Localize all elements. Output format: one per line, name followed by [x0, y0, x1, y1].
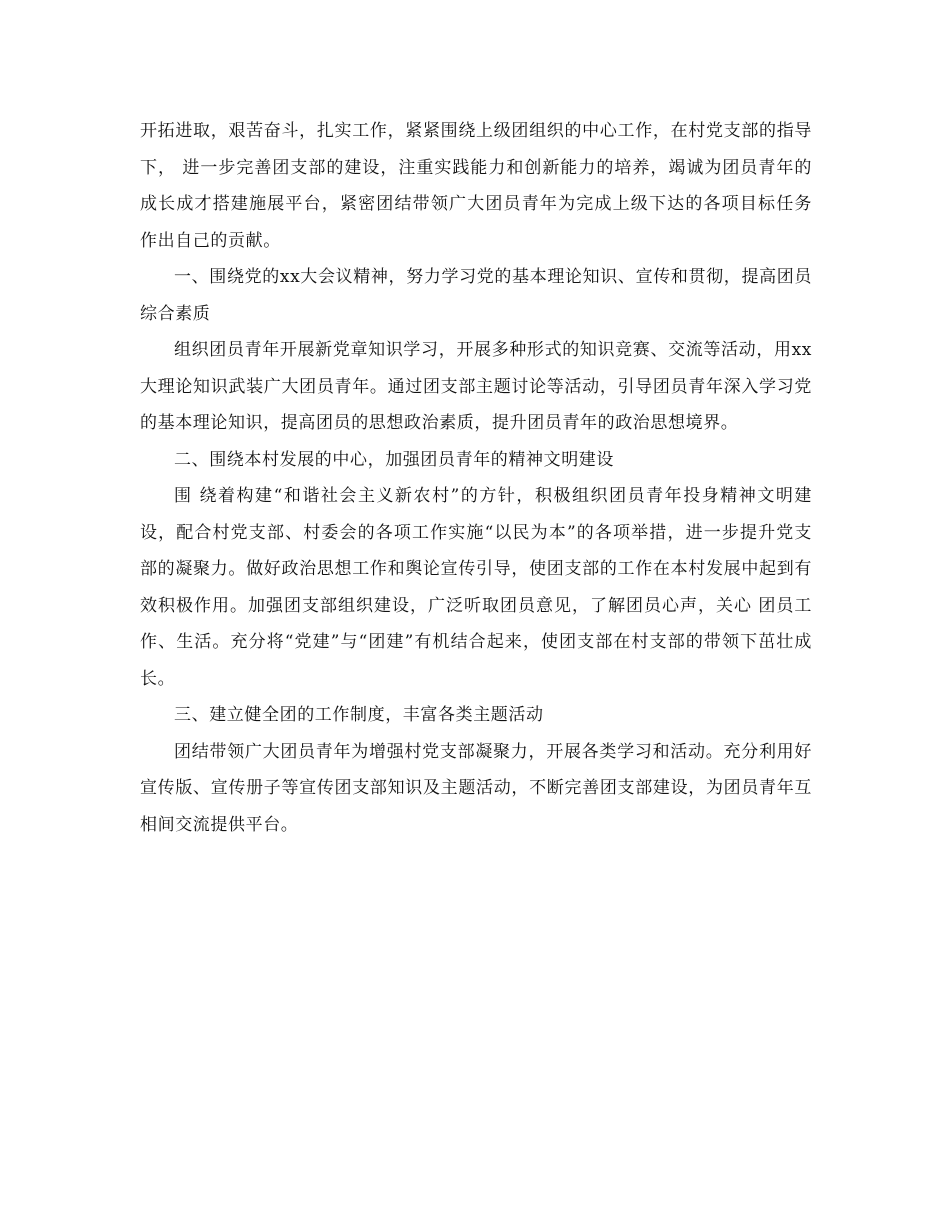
- body-paragraph: 组织团员青年开展新党章知识学习，开展多种形式的知识竞赛、交流等活动，用xx大理论知识武装广大团员青年。通过团支部主题讨论等活动，引导团员青年深入学习党的基本理论知识，提高团员的思想政治素质，提升团员青年的政治思想境界。: [140, 340, 812, 433]
- section-heading-3: 三、建立健全团的工作制度，丰富各类主题活动: [174, 705, 544, 725]
- body-paragraph: 围 绕着构建“和谐社会主义新农村”的方针，积极组织团员青年投身精神文明建设，配合村党支部、村委会的各项工作实施“以民为本”的各项举措，进一步提升党支 部的凝聚力。做好政治思想工作和舆论宣传引导，使团支部的工作在本村发展中起到有效积极作用。加强团支部组织建设，广泛听取团员意见，了解团员心声，关心 团员工作、生活。充分将“党建”与“团建”有机结合起来，使团支部在村支部的带领下茁壮成长。: [140, 486, 812, 689]
- section-heading-2: 二、围绕本村发展的中心，加强团员青年的精神文明建设: [174, 449, 614, 470]
- body-paragraph: 开拓进取，艰苦奋斗，扎实工作，紧紧围绕上级团组织的中心工作，在村党支部的指导下， 进一步完善团支部的建设，注重实践能力和创新能力的培养，竭诚为团员青年的成长成才搭建施展平台，紧密团结带领广大团员青年为完成上级下达的各项目标任务 作出自己的贡献。: [140, 121, 812, 251]
- document-body: [140, 113, 812, 843]
- section-heading-1: 一、围绕党的xx大会议精神，努力学习党的基本理论知识、宣传和贯彻，提高团员综合素质: [140, 267, 812, 324]
- body-paragraph: 团结带领广大团员青年为增强村党支部凝聚力，开展各类学习和活动。充分利用好宣传版、宣传册子等宣传团支部知识及主题活动，不断完善团支部建设，为团员青年互相间交流提供平台。: [140, 741, 812, 835]
